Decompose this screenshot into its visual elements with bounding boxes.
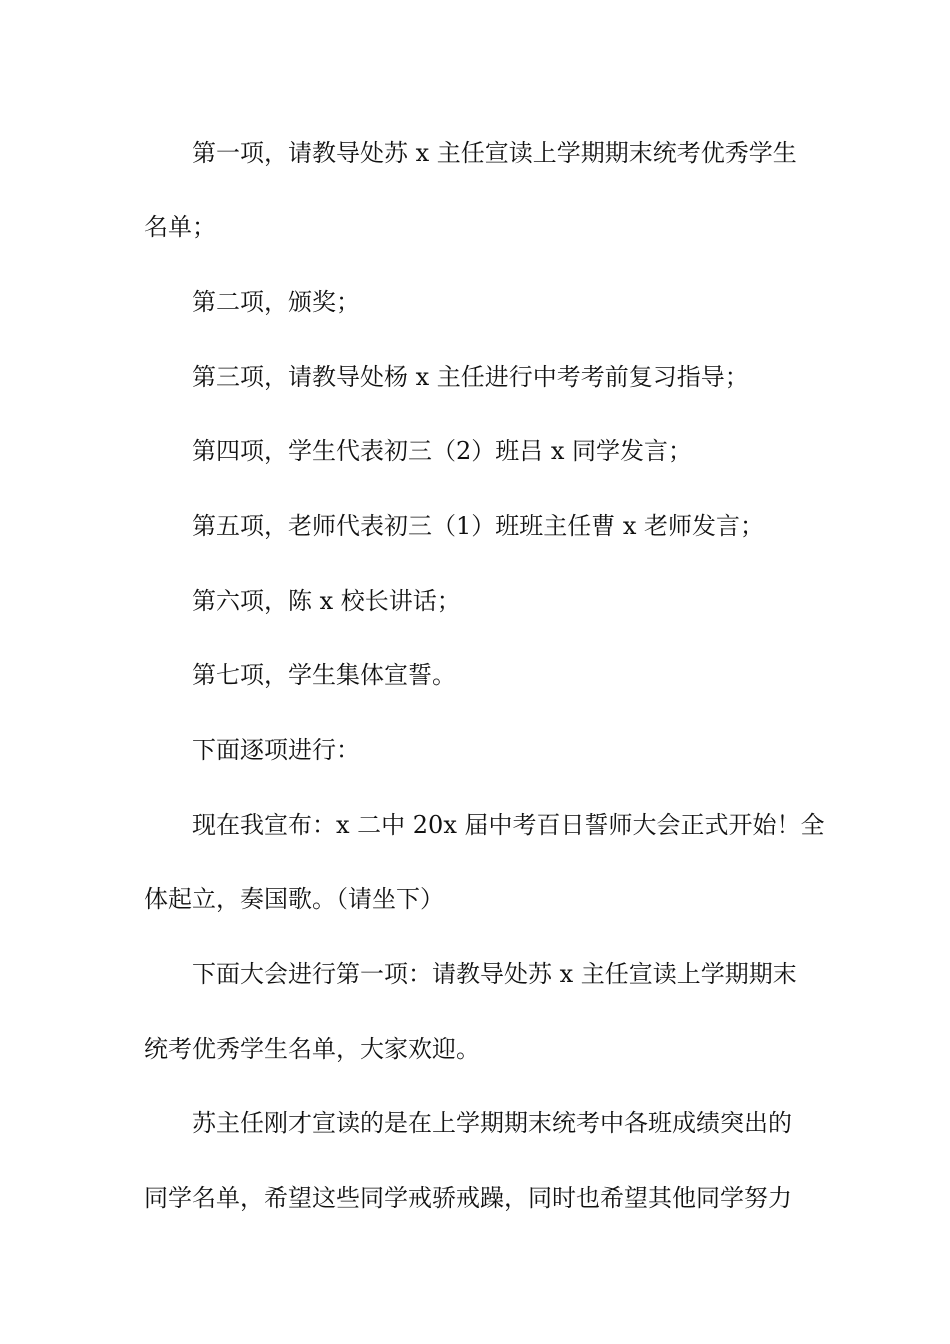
first-item-paragraph-line-1: 下面大会进行第一项：请教导处苏 x 主任宣读上学期期末 <box>192 960 797 988</box>
item-2: 第二项，颁奖； <box>192 288 360 316</box>
proceed-paragraph: 下面逐项进行： <box>192 736 360 764</box>
item-5: 第五项，老师代表初三（1）班班主任曹 x 老师发言； <box>192 512 765 540</box>
item-4: 第四项，学生代表初三（2）班吕 x 同学发言； <box>192 437 693 465</box>
item-3: 第三项，请教导处杨 x 主任进行中考考前复习指导； <box>192 363 749 391</box>
item-7: 第七项，学生集体宣誓。 <box>192 661 456 689</box>
item-1-line-2: 名单； <box>144 213 216 241</box>
item-1-line-1: 第一项，请教导处苏 x 主任宣读上学期期末统考优秀学生 <box>192 139 797 167</box>
first-item-paragraph-line-2: 统考优秀学生名单，大家欢迎。 <box>144 1035 480 1063</box>
closing-paragraph-line-1: 苏主任刚才宣读的是在上学期期末统考中各班成绩突出的 <box>192 1109 792 1137</box>
item-6: 第六项，陈 x 校长讲话； <box>192 587 461 615</box>
announcement-line-2: 体起立，奏国歌。（请坐下） <box>144 885 444 913</box>
announcement-line-1: 现在我宣布：x 二中 20x 届中考百日誓师大会正式开始！全 <box>192 811 825 839</box>
closing-paragraph-line-2: 同学名单，希望这些同学戒骄戒躁，同时也希望其他同学努力 <box>144 1184 792 1212</box>
